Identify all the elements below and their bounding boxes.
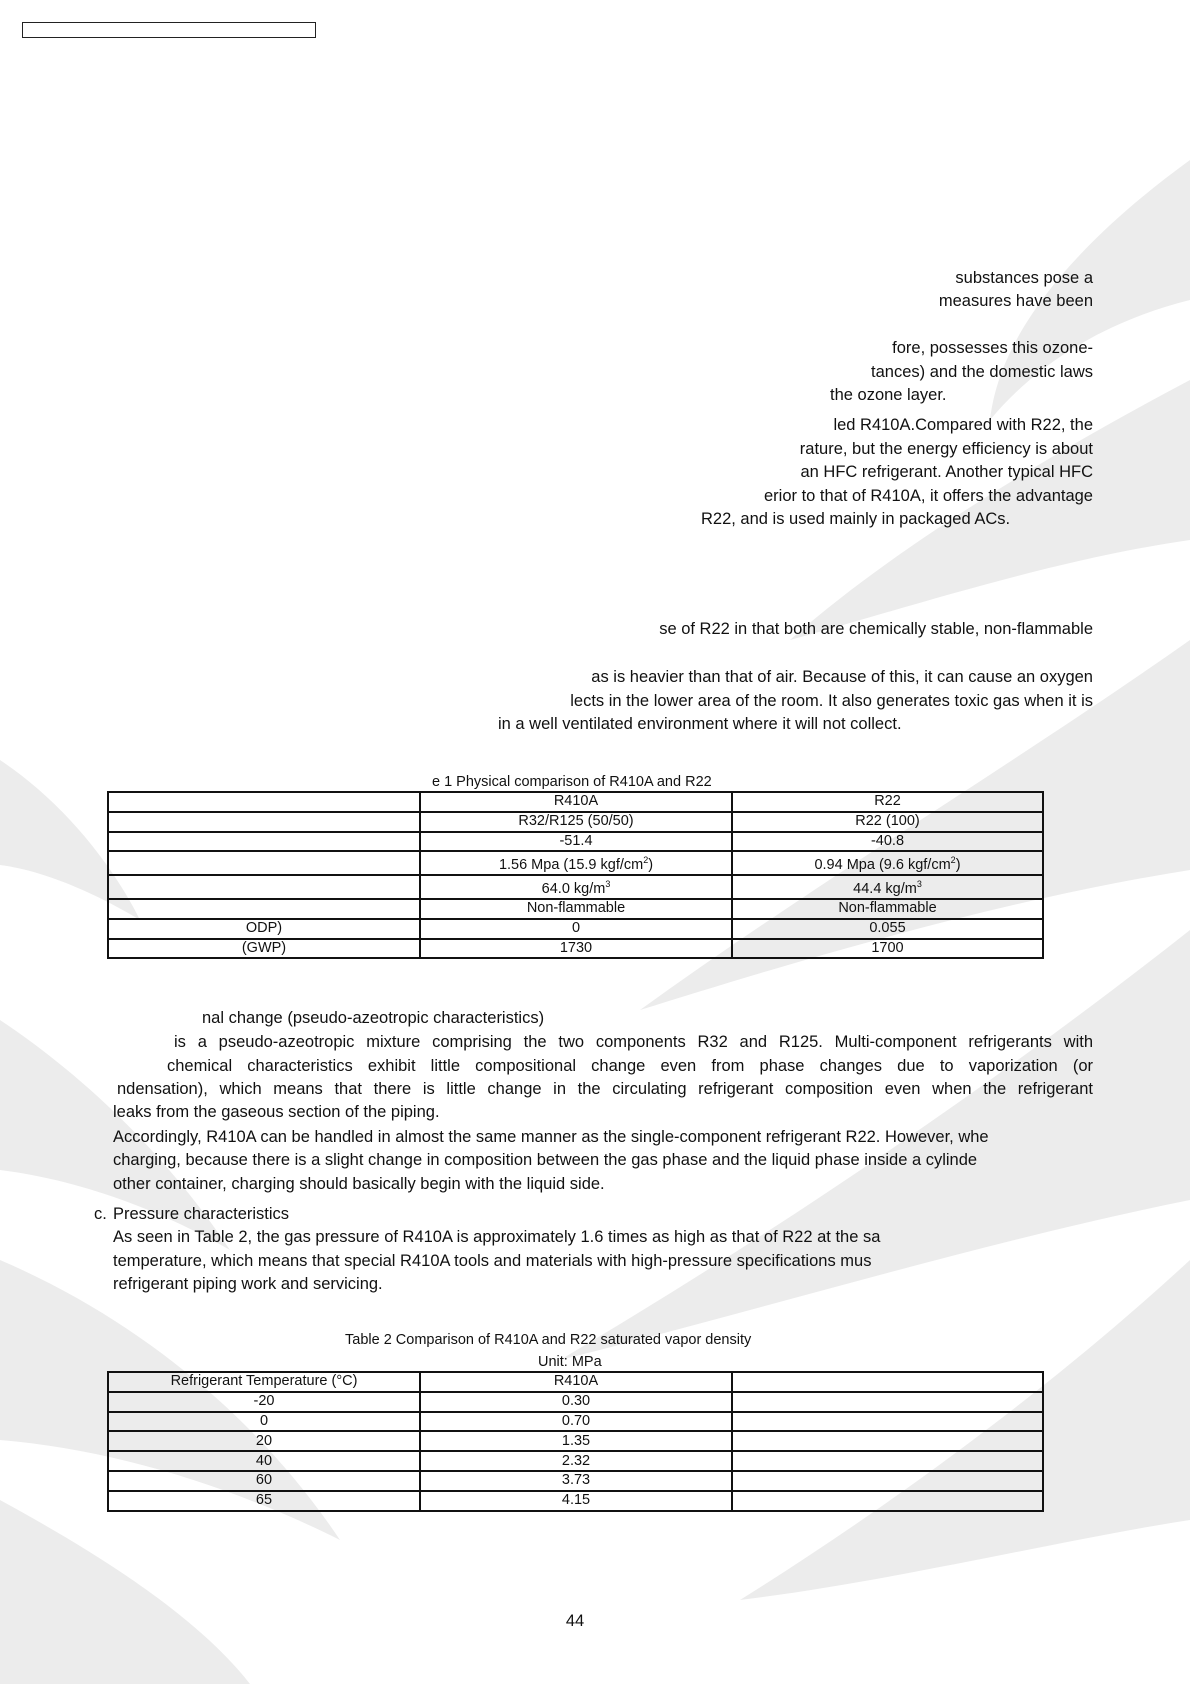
table-cell: -20	[108, 1392, 420, 1412]
table1-physical-comparison	[107, 791, 1044, 959]
table-cell: 0.055	[732, 919, 1043, 939]
text-line: an HFC refrigerant. Another typical HFC	[800, 463, 1093, 481]
superscript: 2	[950, 855, 956, 866]
cell-text: )	[955, 857, 961, 874]
table1-caption: e 1 Physical comparison of R410A and R22	[432, 774, 712, 790]
table-cell: R22 (100)	[732, 812, 1043, 832]
cell-text: 44.4 kg/m	[853, 881, 917, 898]
text-line: lects in the lower area of the room. It also generates toxic gas when it is	[570, 692, 1093, 710]
table-row	[108, 832, 1043, 852]
table-cell: 3.73	[420, 1471, 732, 1491]
table2-caption: Table 2 Comparison of R410A and R22 saturated vapor density	[345, 1332, 752, 1348]
table-cell: ODP)	[108, 919, 420, 939]
table-cell	[732, 875, 1043, 899]
text-line: is a pseudo-azeotropic mixture comprising the two components R32 and R125. Multi-component refrigerants with	[174, 1033, 1093, 1051]
table-row	[108, 851, 1043, 875]
table-cell	[108, 792, 420, 812]
text-line: refrigerant piping work and servicing.	[113, 1275, 383, 1293]
table-cell: -40.8	[732, 832, 1043, 852]
superscript: 3	[605, 879, 611, 890]
text-line: fore, possesses this ozone-	[892, 339, 1093, 357]
table2-vapor-pressure	[107, 1371, 1044, 1512]
table-cell: (GWP)	[108, 939, 420, 959]
table-cell	[732, 1491, 1043, 1511]
table-cell: 20	[108, 1431, 420, 1451]
header-box	[22, 22, 316, 38]
table-cell: Non-flammable	[420, 899, 732, 919]
table-cell: Non-flammable	[732, 899, 1043, 919]
table-cell	[732, 1451, 1043, 1471]
table-row	[108, 1491, 1043, 1511]
text-line: R22, and is used mainly in packaged ACs.	[701, 510, 1011, 528]
text-line: as is heavier than that of air. Because of this, it can cause an oxygen	[591, 668, 1093, 686]
table-cell: 1700	[732, 939, 1043, 959]
table-cell	[420, 851, 732, 875]
table-row	[108, 875, 1043, 899]
table-header-row	[108, 1372, 1043, 1392]
cell-text: 0.94 Mpa (9.6 kgf/cm	[814, 857, 951, 874]
cell-text: )	[648, 857, 654, 874]
table-row	[108, 1471, 1043, 1491]
table-cell: 0	[420, 919, 732, 939]
text-line: measures have been	[938, 292, 1093, 310]
text-line: other container, charging should basically begin with the liquid side.	[113, 1175, 605, 1193]
table-cell: 2.32	[420, 1451, 732, 1471]
table-cell: 40	[108, 1451, 420, 1471]
page-number: 44	[565, 1612, 585, 1630]
table-row	[108, 1392, 1043, 1412]
table-header-cell: R410A	[420, 1372, 732, 1392]
text-line: temperature, which means that special R410A tools and materials with high-pressure specifications mus	[113, 1252, 872, 1270]
table-cell: 1.35	[420, 1431, 732, 1451]
superscript: 2	[643, 855, 649, 866]
table-cell	[732, 1412, 1043, 1432]
text-line: in a well ventilated environment where it will not collect.	[498, 715, 902, 733]
section-label: c.	[94, 1205, 107, 1223]
section-heading: nal change (pseudo-azeotropic characteristics)	[202, 1009, 545, 1027]
text-line: se of R22 in that both are chemically stable, non-flammable	[659, 620, 1093, 638]
text-line: Accordingly, R410A can be handled in almost the same manner as the single-component refrigerant R22. However, whe	[113, 1128, 989, 1146]
text-line: ndensation), which means that there is little change in the circulating refrigerant composition even when the refrigerant	[117, 1080, 1093, 1098]
table-cell: 0.30	[420, 1392, 732, 1412]
text-line: charging, because there is a slight change in composition between the gas phase and the liquid phase inside a cylinde	[113, 1151, 978, 1169]
text-line: tances) and the domestic laws	[871, 363, 1093, 381]
text-line: the ozone layer.	[830, 386, 947, 404]
table-cell: 4.15	[420, 1491, 732, 1511]
text-line: chemical characteristics exhibit little compositional change even from phase changes due to vaporization (or	[167, 1057, 1093, 1075]
superscript: 3	[916, 879, 922, 890]
table-cell: -51.4	[420, 832, 732, 852]
table-cell	[732, 1471, 1043, 1491]
table-header-cell	[732, 1372, 1043, 1392]
table-cell: 60	[108, 1471, 420, 1491]
text-line: substances pose a	[955, 269, 1093, 287]
table-cell: R32/R125 (50/50)	[420, 812, 732, 832]
table-cell: 0.70	[420, 1412, 732, 1432]
table-row	[108, 919, 1043, 939]
table2-unit: Unit: MPa	[538, 1354, 602, 1370]
table-row	[108, 792, 1043, 812]
text-line: erior to that of R410A, it offers the advantage	[764, 487, 1093, 505]
table-cell	[732, 851, 1043, 875]
section-heading: Pressure characteristics	[113, 1205, 290, 1223]
text-line: leaks from the gaseous section of the piping.	[113, 1103, 440, 1121]
table-cell	[108, 899, 420, 919]
table-row	[108, 812, 1043, 832]
table-cell: R410A	[420, 792, 732, 812]
table-cell	[420, 875, 732, 899]
text-line: rature, but the energy efficiency is about	[799, 440, 1093, 458]
table-cell: 0	[108, 1412, 420, 1432]
cell-text: 64.0 kg/m	[541, 881, 606, 898]
table-row	[108, 899, 1043, 919]
table-cell	[108, 812, 420, 832]
table-cell	[108, 851, 420, 875]
table-row	[108, 1451, 1043, 1471]
text-line: led R410A.Compared with R22, the	[833, 416, 1093, 434]
table-cell	[108, 832, 420, 852]
table-header-cell: Refrigerant Temperature (°C)	[108, 1372, 420, 1392]
table-cell: R22	[732, 792, 1043, 812]
table-cell	[732, 1431, 1043, 1451]
table-row	[108, 939, 1043, 959]
table-cell: 65	[108, 1491, 420, 1511]
table-row	[108, 1412, 1043, 1432]
table-cell	[108, 875, 420, 899]
text-line: As seen in Table 2, the gas pressure of R410A is approximately 1.6 times as high as that of R22 at the sa	[113, 1228, 881, 1246]
table-cell: 1730	[420, 939, 732, 959]
table-cell	[732, 1392, 1043, 1412]
table-row	[108, 1431, 1043, 1451]
cell-text: 1.56 Mpa (15.9 kgf/cm	[498, 857, 644, 874]
